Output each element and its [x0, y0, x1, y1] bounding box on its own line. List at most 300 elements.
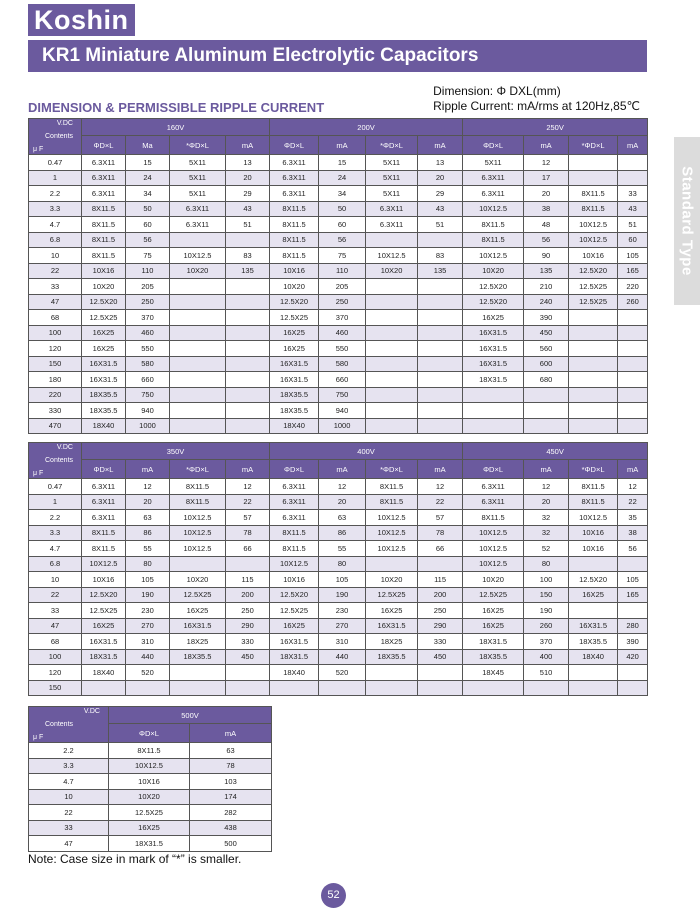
table-cell: 80	[319, 556, 366, 572]
table-cell	[170, 372, 226, 388]
table-cell: 10X20	[170, 572, 226, 588]
table-cell: 8X11.5	[270, 248, 319, 264]
table-cell: 12	[524, 155, 569, 171]
table-cell: 174	[190, 789, 272, 805]
table-cell: 6.3X11	[82, 510, 126, 526]
table-cell: 6.3X11	[82, 479, 126, 495]
table-cell: 80	[524, 556, 569, 572]
table-cell: 18X40	[82, 665, 126, 681]
capacitance-cell: 0.47	[29, 155, 82, 171]
table-cell	[366, 325, 418, 341]
table-cell: 50	[319, 201, 366, 217]
column-header: *ΦD×L	[170, 136, 226, 155]
table-row	[29, 494, 648, 510]
table-cell: 18X35.5	[82, 387, 126, 403]
ripple-table-500v	[28, 706, 272, 852]
table-cell: 22	[618, 494, 648, 510]
table-row	[29, 649, 648, 665]
table-cell: 8X11.5	[366, 479, 418, 495]
table-cell: 57	[226, 510, 270, 526]
table-cell: 5X11	[366, 170, 418, 186]
table-cell: 12.5X20	[270, 294, 319, 310]
table-cell	[170, 310, 226, 326]
table-cell: 12.5X20	[569, 263, 618, 279]
table-cell: 100	[524, 572, 569, 588]
table-row	[29, 294, 648, 310]
table-cell: 450	[226, 649, 270, 665]
table-row	[29, 170, 648, 186]
table-row	[29, 248, 648, 264]
table-cell: 66	[418, 541, 463, 557]
table-row	[29, 372, 648, 388]
table-row	[29, 418, 648, 434]
table-cell: 165	[618, 263, 648, 279]
table-cell	[418, 403, 463, 419]
table-cell: 10X12.5	[82, 556, 126, 572]
table-cell	[618, 665, 648, 681]
table-cell: 205	[319, 279, 366, 295]
table-cell	[618, 325, 648, 341]
table-cell	[170, 680, 226, 696]
table-cell: 80	[126, 556, 170, 572]
table-row	[29, 232, 648, 248]
table-cell	[569, 387, 618, 403]
table-cell	[618, 556, 648, 572]
table-cell: 370	[319, 310, 366, 326]
table-cell	[170, 665, 226, 681]
capacitance-cell: 4.7	[29, 217, 82, 233]
table-cell: 10X12.5	[366, 525, 418, 541]
table-cell: 29	[226, 186, 270, 202]
table-cell: 110	[126, 263, 170, 279]
table-cell: 8X11.5	[270, 525, 319, 541]
table-cell	[226, 294, 270, 310]
column-header: mA	[226, 460, 270, 479]
column-header: ΦD×L	[82, 460, 126, 479]
table-cell: 420	[618, 649, 648, 665]
column-header: *ΦD×L	[170, 460, 226, 479]
table-cell: 8X11.5	[569, 479, 618, 495]
capacitance-cell: 470	[29, 418, 82, 434]
capacitance-cell: 2.2	[29, 743, 109, 759]
table-cell	[569, 372, 618, 388]
table-cell: 10X12.5	[463, 248, 524, 264]
capacitance-cell: 4.7	[29, 774, 109, 790]
table-cell: 10X16	[569, 248, 618, 264]
table-row	[29, 310, 648, 326]
table-cell: 190	[524, 603, 569, 619]
table-row	[29, 680, 648, 696]
table-cell	[170, 556, 226, 572]
table-cell: 16X31.5	[270, 372, 319, 388]
table-cell: 24	[319, 170, 366, 186]
table-cell: 12	[618, 479, 648, 495]
table-cell: 8X11.5	[366, 494, 418, 510]
table-cell	[226, 556, 270, 572]
table-cell: 520	[126, 665, 170, 681]
column-header: ΦD×L	[109, 724, 190, 743]
table-cell: 390	[618, 634, 648, 650]
table-cell: 105	[319, 572, 366, 588]
table-cell: 8X11.5	[270, 541, 319, 557]
page-title: KR1 Miniature Aluminum Electrolytic Capacitors	[28, 40, 647, 72]
table-row	[29, 541, 648, 557]
table-cell	[366, 356, 418, 372]
table-row	[29, 403, 648, 419]
table-cell: 5X11	[170, 186, 226, 202]
table-cell: 10X12.5	[569, 217, 618, 233]
table-cell	[569, 341, 618, 357]
table-cell: 6.3X11	[170, 201, 226, 217]
table-cell: 8X11.5	[109, 743, 190, 759]
table-cell: 8X11.5	[170, 479, 226, 495]
vdc-label: V.DC	[83, 708, 100, 715]
table-cell	[226, 387, 270, 403]
table-cell	[418, 418, 463, 434]
table-cell: 10X16	[82, 572, 126, 588]
vdc-label: V.DC	[56, 120, 73, 127]
table-cell: 260	[524, 618, 569, 634]
table-cell	[366, 294, 418, 310]
table-cell: 51	[226, 217, 270, 233]
table-cell	[418, 665, 463, 681]
table-row	[29, 356, 648, 372]
table-cell: 66	[226, 541, 270, 557]
table-cell: 10X20	[109, 789, 190, 805]
table-cell: 12.5X20	[463, 279, 524, 295]
table-cell: 18X25	[366, 634, 418, 650]
column-header: ΦD×L	[463, 136, 524, 155]
table-cell: 560	[524, 341, 569, 357]
table-row	[29, 479, 648, 495]
table-cell: 56	[618, 541, 648, 557]
table-cell: 10X12.5	[270, 556, 319, 572]
page-number: 52	[321, 883, 346, 908]
table-row	[29, 618, 648, 634]
table-cell: 10X12.5	[170, 248, 226, 264]
header-corner	[29, 707, 109, 743]
table-cell	[618, 387, 648, 403]
table-cell	[418, 279, 463, 295]
table-cell	[418, 680, 463, 696]
capacitance-cell: 4.7	[29, 541, 82, 557]
table-cell: 16X25	[463, 310, 524, 326]
capacitance-cell: 47	[29, 836, 109, 852]
table-row	[29, 820, 272, 836]
table-cell: 12	[524, 479, 569, 495]
capacitance-cell: 33	[29, 603, 82, 619]
table-cell: 63	[319, 510, 366, 526]
table-cell	[366, 556, 418, 572]
table-cell	[569, 155, 618, 171]
table-cell: 750	[319, 387, 366, 403]
capacitance-cell: 33	[29, 279, 82, 295]
table-cell: 86	[126, 525, 170, 541]
table-cell: 10X20	[366, 263, 418, 279]
table-cell: 10X12.5	[366, 541, 418, 557]
table-cell: 330	[418, 634, 463, 650]
table-cell	[618, 155, 648, 171]
table-cell: 280	[618, 618, 648, 634]
table-cell: 12.5X20	[270, 587, 319, 603]
table-cell: 16X31.5	[569, 618, 618, 634]
column-header: *ΦD×L	[569, 136, 618, 155]
table-cell: 520	[319, 665, 366, 681]
table-cell: 450	[418, 649, 463, 665]
table-cell: 60	[618, 232, 648, 248]
table-cell: 12.5X20	[82, 294, 126, 310]
table-cell: 10X20	[463, 572, 524, 588]
table-cell	[418, 356, 463, 372]
table-cell: 550	[319, 341, 366, 357]
table-cell: 250	[126, 294, 170, 310]
column-header-row	[29, 460, 648, 479]
table-cell: 370	[524, 634, 569, 650]
table-cell: 17	[524, 170, 569, 186]
table-cell: 60	[319, 217, 366, 233]
section-title: DIMENSION & PERMISSIBLE RIPPLE CURRENT	[28, 100, 325, 115]
table-cell	[226, 341, 270, 357]
table-cell: 400	[524, 649, 569, 665]
table-cell: 8X11.5	[569, 201, 618, 217]
table-cell: 8X11.5	[270, 232, 319, 248]
capacitance-cell: 22	[29, 263, 82, 279]
table-row	[29, 758, 272, 774]
table-cell: 16X25	[82, 618, 126, 634]
capacitance-cell: 100	[29, 325, 82, 341]
table-cell: 460	[126, 325, 170, 341]
table-cell: 43	[418, 201, 463, 217]
table-cell: 6.3X11	[82, 186, 126, 202]
capacitance-cell: 22	[29, 805, 109, 821]
column-header-row	[29, 136, 648, 155]
capacitance-cell: 6.8	[29, 556, 82, 572]
table-cell: 16X25	[270, 325, 319, 341]
table-cell: 440	[126, 649, 170, 665]
table-cell: 200	[226, 587, 270, 603]
column-header: *ΦD×L	[569, 460, 618, 479]
table-cell: 12	[319, 479, 366, 495]
table-cell: 6.3X11	[463, 479, 524, 495]
table-cell: 390	[524, 310, 569, 326]
table-cell: 6.3X11	[270, 494, 319, 510]
table-row	[29, 201, 648, 217]
capacitance-cell: 150	[29, 680, 82, 696]
voltage-header: 250V	[463, 119, 648, 136]
table-cell: 580	[319, 356, 366, 372]
table-cell	[170, 356, 226, 372]
table-cell: 8X11.5	[463, 217, 524, 233]
table-cell: 10X12.5	[569, 232, 618, 248]
table-cell: 51	[618, 217, 648, 233]
table-cell: 680	[524, 372, 569, 388]
table-row	[29, 186, 648, 202]
table-cell: 52	[524, 541, 569, 557]
column-header: mA	[319, 460, 366, 479]
table-cell: 18X35.5	[463, 649, 524, 665]
table-cell: 43	[618, 201, 648, 217]
voltage-header: 450V	[463, 443, 648, 460]
column-header: ΦD×L	[270, 136, 319, 155]
table-cell: 18X40	[270, 665, 319, 681]
table-cell	[170, 232, 226, 248]
table-row	[29, 341, 648, 357]
table-cell: 282	[190, 805, 272, 821]
table-cell: 16X31.5	[82, 356, 126, 372]
table-cell: 10X16	[82, 263, 126, 279]
side-tab-label: Standard Type	[678, 166, 696, 276]
table-cell: 18X31.5	[109, 836, 190, 852]
voltage-header-row	[29, 443, 648, 460]
table-cell	[524, 418, 569, 434]
table-cell: 16X31.5	[463, 356, 524, 372]
table-cell: 260	[618, 294, 648, 310]
table-cell: 10X12.5	[463, 201, 524, 217]
table-cell: 10X16	[270, 572, 319, 588]
table-cell: 230	[319, 603, 366, 619]
table-cell: 6.3X11	[170, 217, 226, 233]
table-cell: 22	[418, 494, 463, 510]
table-cell	[569, 325, 618, 341]
table-cell: 10X12.5	[170, 510, 226, 526]
table-cell	[618, 418, 648, 434]
capacitance-cell: 33	[29, 820, 109, 836]
table-cell: 220	[618, 279, 648, 295]
table-row	[29, 836, 272, 852]
capacitance-cell: 1	[29, 170, 82, 186]
table-cell	[170, 294, 226, 310]
table-cell: 13	[226, 155, 270, 171]
table-cell	[270, 680, 319, 696]
table-cell: 16X31.5	[270, 634, 319, 650]
table-cell: 16X25	[463, 618, 524, 634]
table-cell: 29	[418, 186, 463, 202]
table-cell	[418, 310, 463, 326]
column-header: mA	[226, 136, 270, 155]
table-cell: 5X11	[170, 155, 226, 171]
table-cell: 10X16	[569, 541, 618, 557]
table-cell	[170, 341, 226, 357]
table-cell: 10X12.5	[366, 248, 418, 264]
table-cell: 38	[618, 525, 648, 541]
table-cell: 10X20	[366, 572, 418, 588]
table-cell: 600	[524, 356, 569, 372]
table-cell: 10X12.5	[366, 510, 418, 526]
table-cell: 32	[524, 525, 569, 541]
table-cell: 8X11.5	[270, 201, 319, 217]
table-cell: 110	[319, 263, 366, 279]
table-cell: 460	[319, 325, 366, 341]
side-tab-standard-type	[674, 137, 700, 305]
voltage-header: 400V	[270, 443, 463, 460]
table-row	[29, 510, 648, 526]
capacitance-cell: 2.2	[29, 510, 82, 526]
contents-label: Contents	[45, 457, 74, 464]
table-cell: 8X11.5	[82, 248, 126, 264]
table-cell	[170, 325, 226, 341]
table-cell	[418, 372, 463, 388]
table-row	[29, 217, 648, 233]
table-cell: 20	[524, 494, 569, 510]
table-cell: 8X11.5	[82, 232, 126, 248]
table-cell: 12.5X25	[569, 279, 618, 295]
table-cell	[226, 356, 270, 372]
header-corner	[29, 443, 82, 479]
table-cell	[366, 403, 418, 419]
table-cell: 43	[226, 201, 270, 217]
table-cell: 5X11	[366, 186, 418, 202]
table-cell: 16X31.5	[82, 634, 126, 650]
capacitance-unit-label: μ F	[33, 470, 44, 477]
table-cell	[366, 310, 418, 326]
table-cell: 16X25	[109, 820, 190, 836]
table-cell: 51	[418, 217, 463, 233]
table-cell: 15	[126, 155, 170, 171]
table-cell: 940	[319, 403, 366, 419]
table-cell: 15	[319, 155, 366, 171]
table-cell: 90	[524, 248, 569, 264]
table-cell: 34	[126, 186, 170, 202]
table-row	[29, 263, 648, 279]
table-cell: 63	[190, 743, 272, 759]
capacitance-cell: 6.8	[29, 232, 82, 248]
table-cell: 230	[126, 603, 170, 619]
table-cell	[366, 665, 418, 681]
column-header: *ΦD×L	[366, 460, 418, 479]
table-cell	[463, 418, 524, 434]
table-row	[29, 572, 648, 588]
column-header: mA	[126, 460, 170, 479]
table-cell: 18X35.5	[82, 403, 126, 419]
table-cell	[618, 310, 648, 326]
table-cell: 18X31.5	[463, 634, 524, 650]
contents-label: Contents	[45, 721, 74, 728]
table-cell	[618, 170, 648, 186]
table-cell	[524, 387, 569, 403]
table-cell: 290	[418, 618, 463, 634]
ripple-current-unit: Ripple Current: mA/rms at 120Hz,85℃	[433, 99, 640, 113]
capacitance-cell: 68	[29, 310, 82, 326]
table-cell: 18X35.5	[366, 649, 418, 665]
table-cell	[569, 418, 618, 434]
table-cell: 6.3X11	[270, 479, 319, 495]
table-cell: 12.5X25	[463, 587, 524, 603]
table-cell: 250	[319, 294, 366, 310]
table-cell: 240	[524, 294, 569, 310]
capacitance-cell: 330	[29, 403, 82, 419]
table-cell: 16X25	[366, 603, 418, 619]
table-cell: 60	[126, 217, 170, 233]
table-cell: 8X11.5	[82, 525, 126, 541]
table-cell	[569, 680, 618, 696]
header-corner	[29, 119, 82, 155]
capacitance-cell: 120	[29, 341, 82, 357]
capacitance-cell: 100	[29, 649, 82, 665]
table-cell: 250	[226, 603, 270, 619]
ripple-table-350-450v	[28, 442, 648, 696]
table-cell: 22	[226, 494, 270, 510]
table-cell: 86	[319, 525, 366, 541]
table-cell: 18X25	[170, 634, 226, 650]
table-cell	[170, 387, 226, 403]
table-row	[29, 525, 648, 541]
table-cell	[226, 665, 270, 681]
table-cell	[226, 680, 270, 696]
table-cell: 6.3X11	[463, 494, 524, 510]
column-header: mA	[524, 460, 569, 479]
table-cell	[618, 372, 648, 388]
table-cell: 55	[126, 541, 170, 557]
